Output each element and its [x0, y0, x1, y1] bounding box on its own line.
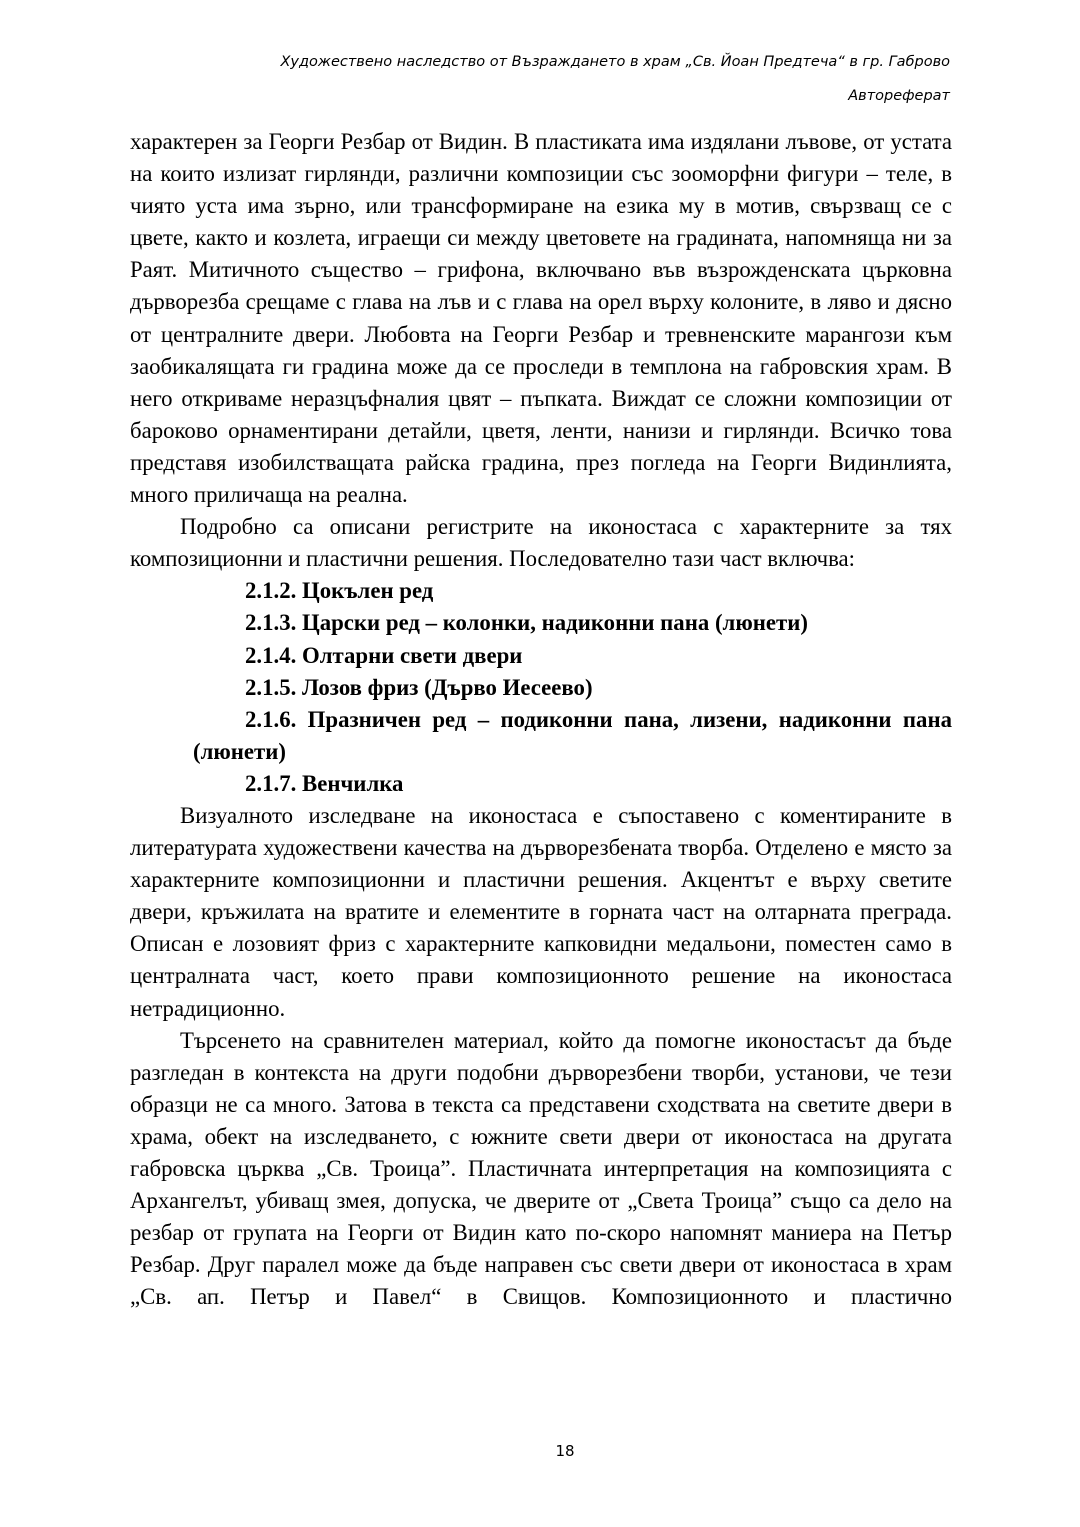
paragraph: Визуалното изследване на иконостаса е съпоставено с коментираните в литературата художествени качества на дърворезбената творба. Отделено е място за характерните композиционни и пластични решения. Акцентът е върху светите двери, кръжилата на вратите и елементите в горната част на олтарната преграда. Описан е лозовият фриз с характерните капковидни медальони, поместен само в централната част, което прави композиционното решение на иконостаса нетрадиционно.: [130, 802, 952, 1021]
running-header-title: Художествено наследство от Възраждането в храм „Св. Йоан Предтеча“ в гр. Габрово: [280, 54, 950, 70]
section-heading: 2.1.6. Празничен ред – подиконни пана, лизени, надиконни пана (люнети): [193, 706, 952, 764]
running-header-subtitle: Автореферат: [848, 88, 950, 104]
paragraph: характерен за Георги Резбар от Видин. В пластиката има издялани лъвове, от устата на които излизат гирлянди, различни композиции със зооморфни фигури – теле, в чиято уста има зърно, или трансформиране на езика му в мотив, свързващ се с цвете, както и козлета, играещи си между цветовете на градината, напомняща ни за Раят. Митичното същество – грифона, включвано във възрожденската църковна дърворезба срещаме с глава на лъв и с глава на орел върху колоните, в ляво и дясно от централните двери. Любовта на Георги Резбар и тревненските марангози към заобикалящата ги градина може да се проследи в темплона на габровския храм. В него откриваме неразцъфналия цвят – пъпката. Виждат се сложни композиции от бароково орнаментирани детайли, цветя, ленти, нанизи и гирлянди. Всичко това представя изобилстващата райска градина, през погледа на Георги Видинлията, много приличаща на реална.: [130, 129, 952, 508]
section-heading: 2.1.7. Венчилка: [245, 770, 404, 796]
section-heading: 2.1.2. Цокълен ред: [245, 578, 434, 604]
section-heading: 2.1.4. Олтарни свети двери: [245, 642, 523, 668]
main-text: [130, 126, 952, 1313]
page-number: 18: [555, 1442, 575, 1460]
section-heading: 2.1.3. Царски ред – колонки, надиконни пана (люнети): [245, 610, 808, 636]
section-heading: 2.1.5. Лозов фриз (Дърво Иесеево): [245, 674, 593, 700]
paragraph: Подробно са описани регистрите на иконостаса с характерните за тях композиционни и пластични решения. Последователно тази част включва:: [130, 514, 952, 572]
paragraph: Търсенето на сравнителен материал, който да помогне иконостасът да бъде разгледан в контекста на други подобни дърворезбени творби, установи, че тези образци не са много. Затова в текста са представени сходствата на светите двери в храма, обект на изследването, с южните свети двери от иконостаса на другата габровска църква „Св. Троица”. Пластичната интерпретация на композицията с Архангелът, убиващ змея, допуска, че дверите от „Света Троица” също са дело на резбар от групата на Георги от Видин като по-скоро напомнят маниера на Петър Резбар. Друг паралел може да бъде направен със свети двери от иконостаса в храм „Св. ап. Петър и Павел“ в Свищов. Композиционното и пластично: [130, 1027, 952, 1310]
